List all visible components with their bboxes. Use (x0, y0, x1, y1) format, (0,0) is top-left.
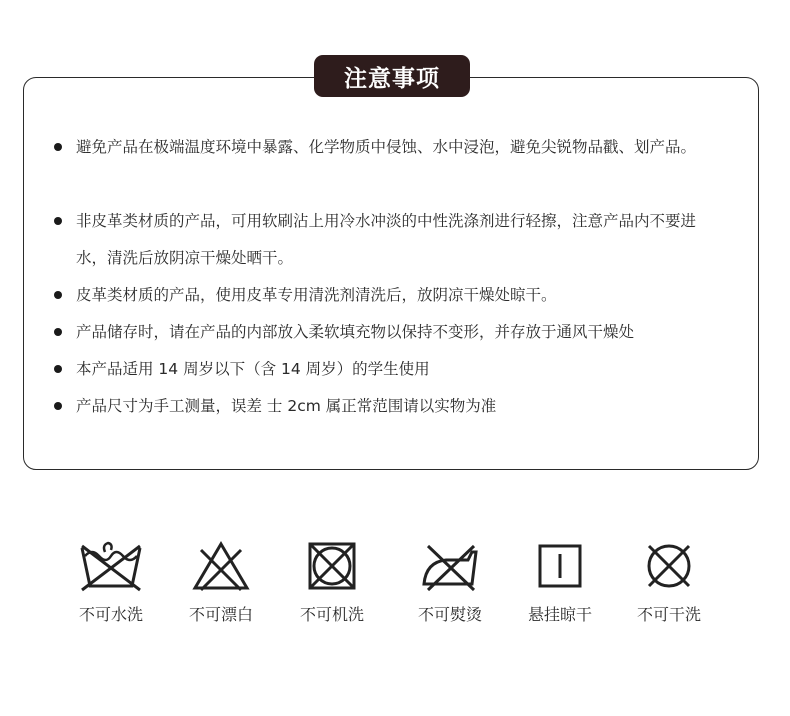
bullet-icon (54, 291, 62, 299)
notice-item-text: 皮革类材质的产品，使用皮革专用清洗剂清洗后，放阴凉干燥处晾干。 (76, 286, 557, 304)
notice-item (76, 203, 726, 277)
no-hand-wash-icon (76, 540, 146, 592)
no-iron-icon (418, 540, 482, 592)
care-label: 不可熨烫 (417, 605, 482, 624)
care-item-no-dry-clean (614, 540, 724, 625)
care-label: 不可漂白 (188, 605, 253, 624)
bullet-icon (54, 402, 62, 410)
care-label: 不可机洗 (299, 605, 364, 624)
care-label: 不可干洗 (636, 605, 701, 624)
notice-item-text: 避免产品在极端温度环境中暴露、化学物质中侵蚀、水中浸泡，避免尖锐物品戳、划产品。 (76, 138, 697, 156)
notice-item (76, 129, 726, 166)
notice-title: 注意事项 (314, 55, 470, 97)
bullet-icon (54, 217, 62, 225)
care-item-no-bleach (166, 540, 276, 625)
notice-item-text: 产品储存时，请在产品的内部放入柔软填充物以保持不变形，并存放于通风干燥处 (76, 323, 635, 341)
no-dry-clean-icon (641, 540, 697, 592)
care-item-no-machine-wash (277, 540, 387, 625)
notice-item-text: 非皮革类材质的产品，可用软刷沾上用冷水冲淡的中性洗涤剂进行轻擦，注意产品内不要进水，清洗后放阴凉干燥处晒干。 (76, 212, 697, 267)
care-item-no-hand-wash (56, 540, 166, 625)
notice-item (76, 388, 726, 425)
hang-dry-icon (532, 540, 588, 592)
care-label: 不可水洗 (78, 605, 143, 624)
bullet-icon (54, 365, 62, 373)
bullet-icon (54, 143, 62, 151)
no-bleach-icon (191, 540, 251, 592)
notice-item-text: 产品尺寸为手工测量，误差 士 2cm 属正常范围请以实物为准 (76, 397, 497, 415)
notice-item-text: 本产品适用 14 周岁以下（含 14 周岁）的学生使用 (76, 360, 430, 378)
no-machine-wash-icon (304, 540, 360, 592)
notice-item (76, 277, 726, 314)
notice-item (76, 351, 726, 388)
care-label: 悬挂晾干 (527, 605, 592, 624)
care-item-hang-dry (505, 540, 615, 625)
notice-item (76, 314, 726, 351)
care-item-no-iron (395, 540, 505, 625)
bullet-icon (54, 328, 62, 336)
